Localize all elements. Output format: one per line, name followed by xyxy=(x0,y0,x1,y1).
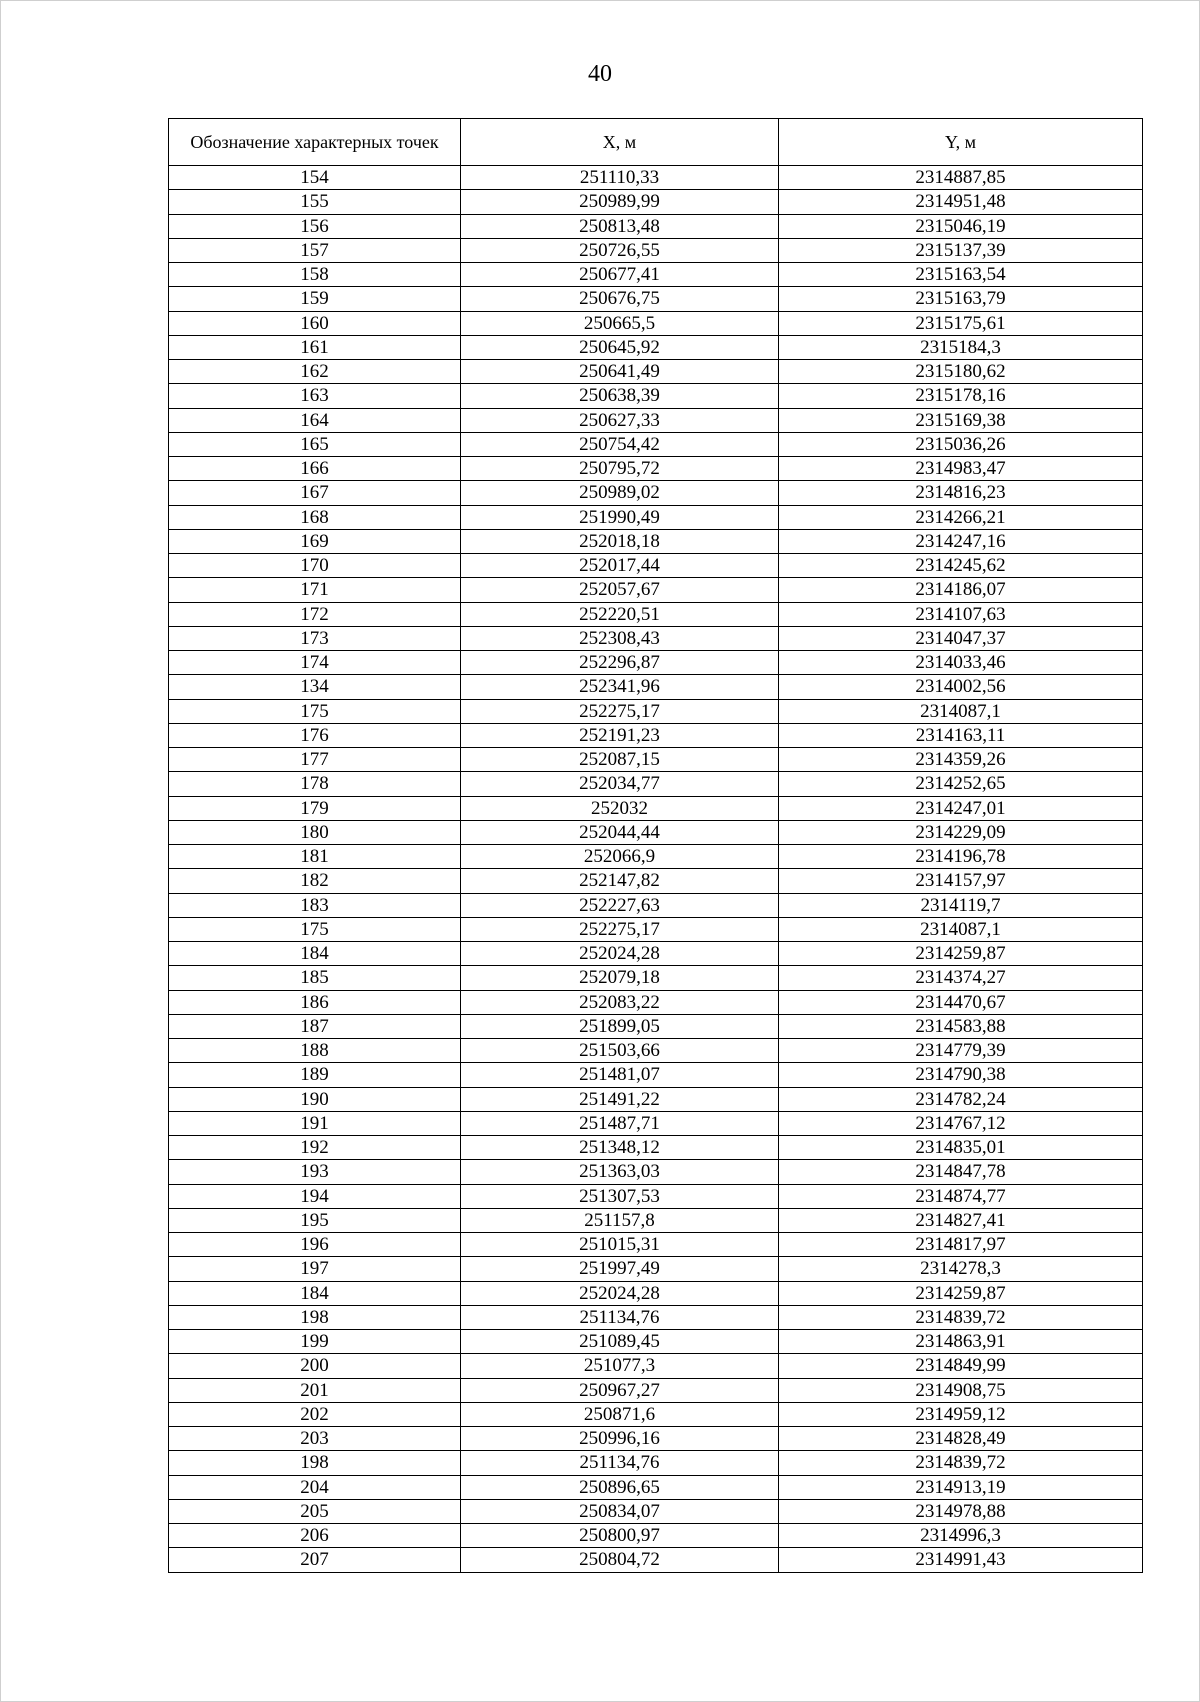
y-cell: 2314374,27 xyxy=(779,966,1143,990)
x-cell: 250896,65 xyxy=(461,1475,779,1499)
header-point-label: Обозначение характерных точек xyxy=(169,119,461,166)
point-cell: 189 xyxy=(169,1063,461,1087)
x-cell: 250834,07 xyxy=(461,1499,779,1523)
table-row xyxy=(169,602,1143,626)
x-cell: 251157,8 xyxy=(461,1208,779,1232)
table-row xyxy=(169,1354,1143,1378)
point-cell: 175 xyxy=(169,917,461,941)
point-cell: 165 xyxy=(169,432,461,456)
x-cell: 250754,42 xyxy=(461,432,779,456)
table-body xyxy=(169,166,1143,1573)
point-cell: 168 xyxy=(169,505,461,529)
table-row xyxy=(169,238,1143,262)
point-cell: 206 xyxy=(169,1524,461,1548)
point-cell: 176 xyxy=(169,723,461,747)
point-cell: 180 xyxy=(169,820,461,844)
table-row xyxy=(169,772,1143,796)
y-cell: 2315175,61 xyxy=(779,311,1143,335)
point-cell: 185 xyxy=(169,966,461,990)
x-cell: 250804,72 xyxy=(461,1548,779,1572)
y-cell: 2314259,87 xyxy=(779,1281,1143,1305)
table-row xyxy=(169,1402,1143,1426)
table-row xyxy=(169,432,1143,456)
x-cell: 252191,23 xyxy=(461,723,779,747)
y-cell: 2314991,43 xyxy=(779,1548,1143,1572)
x-cell: 252017,44 xyxy=(461,554,779,578)
x-cell: 251110,33 xyxy=(461,166,779,190)
table-row xyxy=(169,1014,1143,1038)
x-cell: 251134,76 xyxy=(461,1451,779,1475)
y-cell: 2315163,54 xyxy=(779,263,1143,287)
x-cell: 251015,31 xyxy=(461,1233,779,1257)
x-cell: 252147,82 xyxy=(461,869,779,893)
x-cell: 252308,43 xyxy=(461,626,779,650)
y-cell: 2314252,65 xyxy=(779,772,1143,796)
x-cell: 251089,45 xyxy=(461,1330,779,1354)
x-cell: 252079,18 xyxy=(461,966,779,990)
header-x: X, м xyxy=(461,119,779,166)
point-cell: 199 xyxy=(169,1330,461,1354)
x-cell: 252083,22 xyxy=(461,990,779,1014)
y-cell: 2314229,09 xyxy=(779,820,1143,844)
point-cell: 155 xyxy=(169,190,461,214)
table-row xyxy=(169,190,1143,214)
y-cell: 2315163,79 xyxy=(779,287,1143,311)
table-row xyxy=(169,1475,1143,1499)
point-cell: 205 xyxy=(169,1499,461,1523)
y-cell: 2314978,88 xyxy=(779,1499,1143,1523)
x-cell: 250989,02 xyxy=(461,481,779,505)
y-cell: 2314119,7 xyxy=(779,893,1143,917)
table-row xyxy=(169,311,1143,335)
point-cell: 203 xyxy=(169,1427,461,1451)
y-cell: 2314790,38 xyxy=(779,1063,1143,1087)
y-cell: 2314002,56 xyxy=(779,675,1143,699)
point-cell: 198 xyxy=(169,1451,461,1475)
x-cell: 250627,33 xyxy=(461,408,779,432)
y-cell: 2315184,3 xyxy=(779,335,1143,359)
x-cell: 252087,15 xyxy=(461,748,779,772)
y-cell: 2314196,78 xyxy=(779,845,1143,869)
point-cell: 170 xyxy=(169,554,461,578)
table-row xyxy=(169,675,1143,699)
y-cell: 2314047,37 xyxy=(779,626,1143,650)
y-cell: 2314767,12 xyxy=(779,1111,1143,1135)
point-cell: 161 xyxy=(169,335,461,359)
x-cell: 250641,49 xyxy=(461,360,779,384)
point-cell: 204 xyxy=(169,1475,461,1499)
point-cell: 164 xyxy=(169,408,461,432)
y-cell: 2314266,21 xyxy=(779,505,1143,529)
table-header-row xyxy=(169,119,1143,166)
table-row xyxy=(169,917,1143,941)
y-cell: 2314816,23 xyxy=(779,481,1143,505)
y-cell: 2314779,39 xyxy=(779,1039,1143,1063)
y-cell: 2314887,85 xyxy=(779,166,1143,190)
table-row xyxy=(169,626,1143,650)
y-cell: 2314863,91 xyxy=(779,1330,1143,1354)
point-cell: 201 xyxy=(169,1378,461,1402)
table-row xyxy=(169,893,1143,917)
coordinates-table xyxy=(168,118,1143,1573)
table-row xyxy=(169,651,1143,675)
table-row xyxy=(169,1548,1143,1572)
table-row xyxy=(169,1039,1143,1063)
y-cell: 2314163,11 xyxy=(779,723,1143,747)
table-row xyxy=(169,335,1143,359)
y-cell: 2314087,1 xyxy=(779,699,1143,723)
x-cell: 252018,18 xyxy=(461,529,779,553)
point-cell: 184 xyxy=(169,942,461,966)
x-cell: 251077,3 xyxy=(461,1354,779,1378)
point-cell: 134 xyxy=(169,675,461,699)
point-cell: 177 xyxy=(169,748,461,772)
table-row xyxy=(169,554,1143,578)
x-cell: 250676,75 xyxy=(461,287,779,311)
table-row xyxy=(169,1451,1143,1475)
x-cell: 251307,53 xyxy=(461,1184,779,1208)
point-cell: 182 xyxy=(169,869,461,893)
x-cell: 250726,55 xyxy=(461,238,779,262)
point-cell: 192 xyxy=(169,1136,461,1160)
point-cell: 190 xyxy=(169,1087,461,1111)
x-cell: 250665,5 xyxy=(461,311,779,335)
y-cell: 2314996,3 xyxy=(779,1524,1143,1548)
y-cell: 2314583,88 xyxy=(779,1014,1143,1038)
x-cell: 252220,51 xyxy=(461,602,779,626)
point-cell: 207 xyxy=(169,1548,461,1572)
y-cell: 2314087,1 xyxy=(779,917,1143,941)
x-cell: 250871,6 xyxy=(461,1402,779,1426)
x-cell: 250677,41 xyxy=(461,263,779,287)
point-cell: 160 xyxy=(169,311,461,335)
table-row xyxy=(169,942,1143,966)
point-cell: 157 xyxy=(169,238,461,262)
y-cell: 2314959,12 xyxy=(779,1402,1143,1426)
table-row xyxy=(169,1281,1143,1305)
table-row xyxy=(169,796,1143,820)
table-row xyxy=(169,384,1143,408)
y-cell: 2314186,07 xyxy=(779,578,1143,602)
y-cell: 2314874,77 xyxy=(779,1184,1143,1208)
y-cell: 2314913,19 xyxy=(779,1475,1143,1499)
table-row xyxy=(169,1160,1143,1184)
y-cell: 2314470,67 xyxy=(779,990,1143,1014)
point-cell: 163 xyxy=(169,384,461,408)
table-row xyxy=(169,869,1143,893)
point-cell: 186 xyxy=(169,990,461,1014)
x-cell: 252275,17 xyxy=(461,917,779,941)
y-cell: 2314245,62 xyxy=(779,554,1143,578)
y-cell: 2314278,3 xyxy=(779,1257,1143,1281)
point-cell: 174 xyxy=(169,651,461,675)
x-cell: 252341,96 xyxy=(461,675,779,699)
point-cell: 198 xyxy=(169,1305,461,1329)
point-cell: 183 xyxy=(169,893,461,917)
y-cell: 2314849,99 xyxy=(779,1354,1143,1378)
table-row xyxy=(169,723,1143,747)
point-cell: 196 xyxy=(169,1233,461,1257)
x-cell: 251487,71 xyxy=(461,1111,779,1135)
x-cell: 252275,17 xyxy=(461,699,779,723)
x-cell: 252044,44 xyxy=(461,820,779,844)
table-row xyxy=(169,287,1143,311)
y-cell: 2315137,39 xyxy=(779,238,1143,262)
point-cell: 175 xyxy=(169,699,461,723)
point-cell: 158 xyxy=(169,263,461,287)
y-cell: 2314359,26 xyxy=(779,748,1143,772)
table-row xyxy=(169,1233,1143,1257)
table-row xyxy=(169,1184,1143,1208)
y-cell: 2314908,75 xyxy=(779,1378,1143,1402)
x-cell: 251348,12 xyxy=(461,1136,779,1160)
x-cell: 251503,66 xyxy=(461,1039,779,1063)
point-cell: 188 xyxy=(169,1039,461,1063)
y-cell: 2314247,01 xyxy=(779,796,1143,820)
y-cell: 2314782,24 xyxy=(779,1087,1143,1111)
table-row xyxy=(169,408,1143,432)
table-row xyxy=(169,1208,1143,1232)
y-cell: 2314983,47 xyxy=(779,457,1143,481)
point-cell: 197 xyxy=(169,1257,461,1281)
point-cell: 194 xyxy=(169,1184,461,1208)
table-row xyxy=(169,966,1143,990)
point-cell: 172 xyxy=(169,602,461,626)
x-cell: 250795,72 xyxy=(461,457,779,481)
table-row xyxy=(169,578,1143,602)
table-row xyxy=(169,263,1143,287)
table-row xyxy=(169,699,1143,723)
point-cell: 154 xyxy=(169,166,461,190)
table-row xyxy=(169,457,1143,481)
point-cell: 195 xyxy=(169,1208,461,1232)
x-cell: 251363,03 xyxy=(461,1160,779,1184)
y-cell: 2314839,72 xyxy=(779,1305,1143,1329)
y-cell: 2314951,48 xyxy=(779,190,1143,214)
x-cell: 252024,28 xyxy=(461,1281,779,1305)
x-cell: 250989,99 xyxy=(461,190,779,214)
x-cell: 251899,05 xyxy=(461,1014,779,1038)
x-cell: 250996,16 xyxy=(461,1427,779,1451)
point-cell: 187 xyxy=(169,1014,461,1038)
y-cell: 2314033,46 xyxy=(779,651,1143,675)
y-cell: 2314247,16 xyxy=(779,529,1143,553)
table-row xyxy=(169,529,1143,553)
x-cell: 250645,92 xyxy=(461,335,779,359)
point-cell: 171 xyxy=(169,578,461,602)
point-cell: 193 xyxy=(169,1160,461,1184)
x-cell: 251134,76 xyxy=(461,1305,779,1329)
table-row xyxy=(169,360,1143,384)
x-cell: 252296,87 xyxy=(461,651,779,675)
table-row xyxy=(169,1257,1143,1281)
y-cell: 2314107,63 xyxy=(779,602,1143,626)
y-cell: 2314828,49 xyxy=(779,1427,1143,1451)
y-cell: 2315036,26 xyxy=(779,432,1143,456)
x-cell: 250638,39 xyxy=(461,384,779,408)
y-cell: 2314835,01 xyxy=(779,1136,1143,1160)
x-cell: 252032 xyxy=(461,796,779,820)
point-cell: 191 xyxy=(169,1111,461,1135)
table-row xyxy=(169,1427,1143,1451)
point-cell: 179 xyxy=(169,796,461,820)
page-number: 40 xyxy=(588,61,612,87)
table-row xyxy=(169,1499,1143,1523)
header-y: Y, м xyxy=(779,119,1143,166)
table-row xyxy=(169,1087,1143,1111)
point-cell: 156 xyxy=(169,214,461,238)
table-row xyxy=(169,990,1143,1014)
table-row xyxy=(169,1111,1143,1135)
x-cell: 250800,97 xyxy=(461,1524,779,1548)
table-row xyxy=(169,214,1143,238)
table-row xyxy=(169,845,1143,869)
y-cell: 2315180,62 xyxy=(779,360,1143,384)
point-cell: 200 xyxy=(169,1354,461,1378)
table-row xyxy=(169,1378,1143,1402)
x-cell: 252057,67 xyxy=(461,578,779,602)
y-cell: 2315178,16 xyxy=(779,384,1143,408)
x-cell: 252034,77 xyxy=(461,772,779,796)
y-cell: 2315169,38 xyxy=(779,408,1143,432)
table-row xyxy=(169,505,1143,529)
y-cell: 2314847,78 xyxy=(779,1160,1143,1184)
y-cell: 2314817,97 xyxy=(779,1233,1143,1257)
point-cell: 162 xyxy=(169,360,461,384)
table-row xyxy=(169,1305,1143,1329)
y-cell: 2314839,72 xyxy=(779,1451,1143,1475)
x-cell: 250967,27 xyxy=(461,1378,779,1402)
point-cell: 169 xyxy=(169,529,461,553)
x-cell: 252227,63 xyxy=(461,893,779,917)
y-cell: 2314827,41 xyxy=(779,1208,1143,1232)
y-cell: 2314157,97 xyxy=(779,869,1143,893)
table-row xyxy=(169,1136,1143,1160)
point-cell: 178 xyxy=(169,772,461,796)
y-cell: 2315046,19 xyxy=(779,214,1143,238)
table-row xyxy=(169,748,1143,772)
x-cell: 251481,07 xyxy=(461,1063,779,1087)
table-row xyxy=(169,1524,1143,1548)
point-cell: 184 xyxy=(169,1281,461,1305)
y-cell: 2314259,87 xyxy=(779,942,1143,966)
point-cell: 167 xyxy=(169,481,461,505)
point-cell: 166 xyxy=(169,457,461,481)
point-cell: 181 xyxy=(169,845,461,869)
table-row xyxy=(169,481,1143,505)
x-cell: 250813,48 xyxy=(461,214,779,238)
x-cell: 251990,49 xyxy=(461,505,779,529)
table-row xyxy=(169,1063,1143,1087)
point-cell: 173 xyxy=(169,626,461,650)
x-cell: 251997,49 xyxy=(461,1257,779,1281)
point-cell: 159 xyxy=(169,287,461,311)
x-cell: 252066,9 xyxy=(461,845,779,869)
x-cell: 251491,22 xyxy=(461,1087,779,1111)
x-cell: 252024,28 xyxy=(461,942,779,966)
table-row xyxy=(169,166,1143,190)
table-row xyxy=(169,820,1143,844)
table-row xyxy=(169,1330,1143,1354)
point-cell: 202 xyxy=(169,1402,461,1426)
